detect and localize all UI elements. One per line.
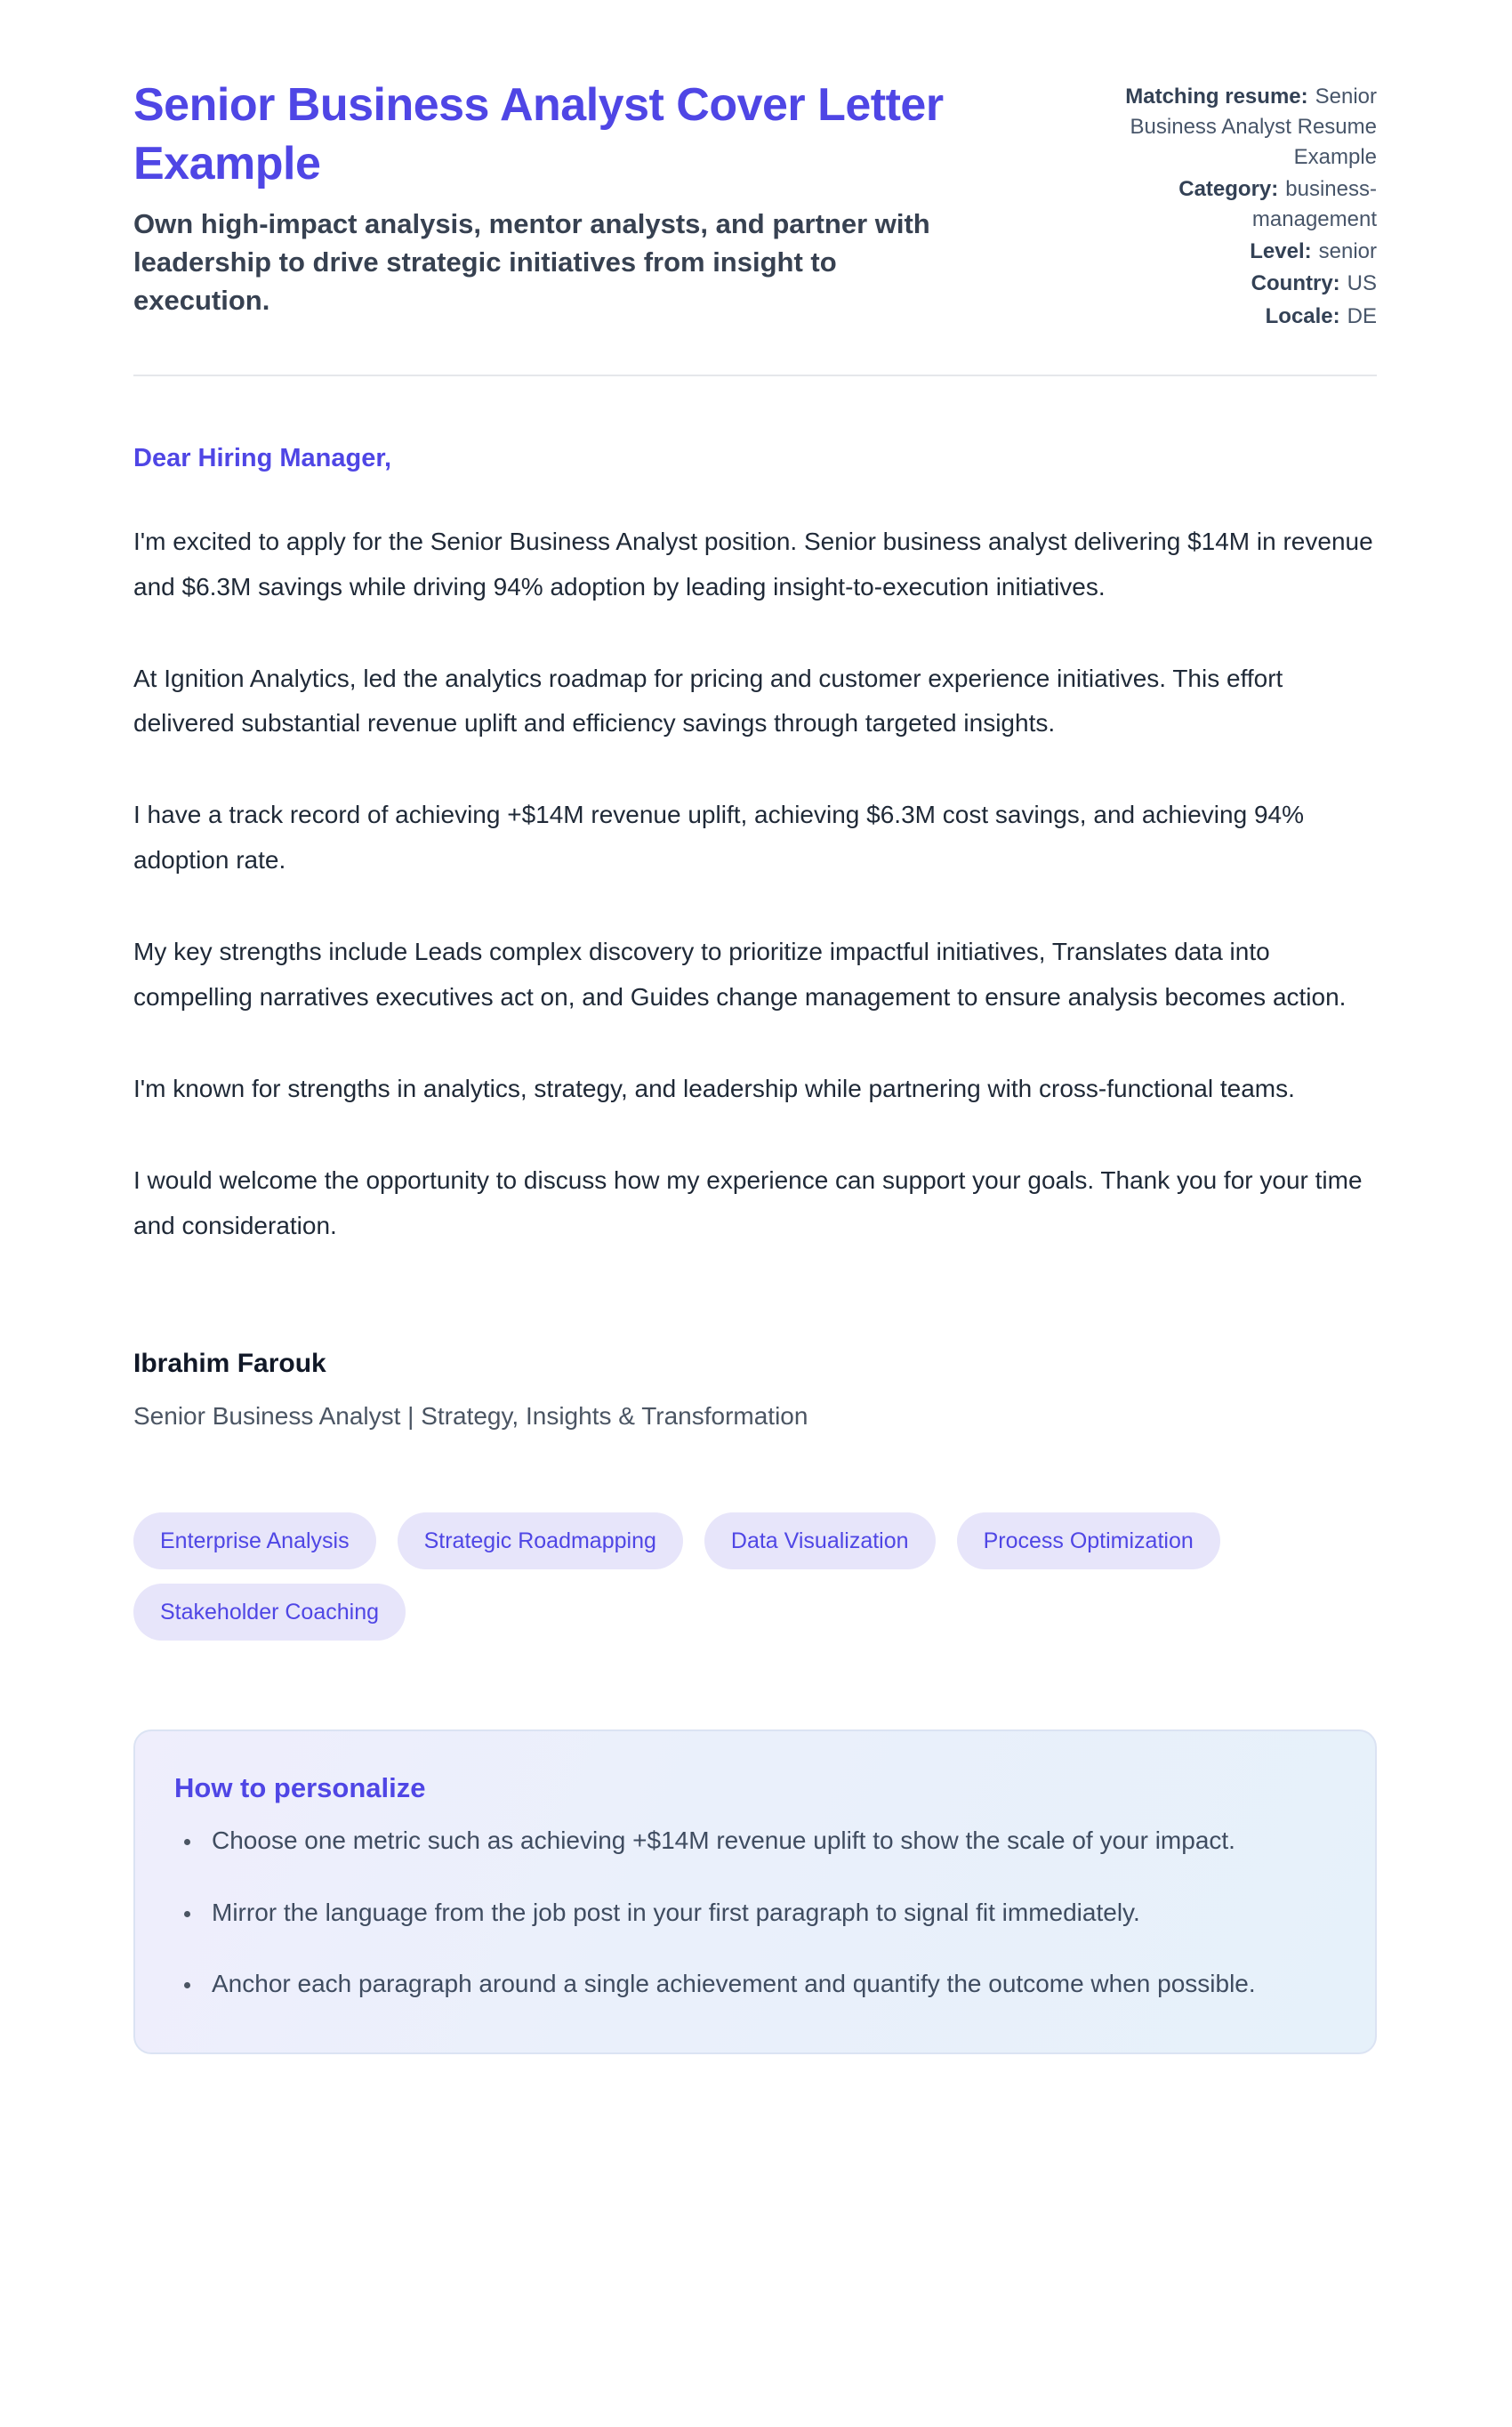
meta-row-level bbox=[1110, 237, 1377, 267]
meta-label: Level: bbox=[1250, 239, 1312, 264]
meta-value: senior bbox=[1318, 239, 1377, 264]
meta-row-country bbox=[1110, 269, 1377, 299]
letter-paragraph-2: At Ignition Analytics, led the analytics roadmap for pricing and customer experience initiatives. This effort delivered substantial revenue uplift and efficiency savings through targeted insights. bbox=[133, 664, 1283, 738]
salutation: Dear Hiring Manager, bbox=[133, 443, 392, 472]
resume-meta-panel bbox=[1110, 77, 1377, 334]
letter-paragraph-3: I have a track record of achieving +$14M revenue uplift, achieving $6.3M cost savings, and achieving 94% adoption rate. bbox=[133, 801, 1304, 875]
meta-value: Senior Business Analyst Resume Example bbox=[1130, 85, 1377, 170]
tips-list bbox=[174, 1818, 1331, 2006]
meta-label: Locale: bbox=[1265, 303, 1340, 328]
signature-title: Senior Business Analyst | Strategy, Insights & Transformation bbox=[133, 1402, 808, 1431]
skill-tags bbox=[133, 1512, 1377, 1641]
tip-item-2: • Mirror the language from the job post in your first paragraph to signal fit immediately. bbox=[203, 1891, 1331, 1935]
meta-value: DE bbox=[1347, 303, 1377, 328]
letter-body bbox=[133, 444, 1377, 1431]
meta-row-locale bbox=[1110, 302, 1377, 332]
meta-row-category bbox=[1110, 174, 1377, 235]
meta-label: Category: bbox=[1178, 177, 1279, 202]
skill-tag-enterprise-analysis: Enterprise Analysis bbox=[133, 1512, 376, 1569]
letter-paragraph-5: I'm known for strengths in analytics, strategy, and leadership while partnering with cross-functional teams. bbox=[133, 1075, 1295, 1103]
meta-label: Matching resume: bbox=[1125, 85, 1308, 109]
tip-item-1: • Choose one metric such as achieving +$14M revenue uplift to show the scale of your impact. bbox=[203, 1818, 1331, 1863]
letter-paragraph-1: I'm excited to apply for the Senior Business Analyst position. Senior business analyst delivering $14M in revenue and $6.3M savings while driving 94% adoption by leading insight-to-execution initiatives. bbox=[133, 527, 1373, 601]
skill-tag-data-visualization: Data Visualization bbox=[704, 1512, 936, 1569]
skill-tag-stakeholder-coaching: Stakeholder Coaching bbox=[133, 1584, 406, 1641]
page-title: Senior Business Analyst Cover Letter Example bbox=[133, 79, 944, 189]
header-title-block bbox=[133, 77, 1110, 319]
letter-paragraph-6: I would welcome the opportunity to discuss how my experience can support your goals. Thank you for your time and consideration. bbox=[133, 1166, 1363, 1240]
meta-value: US bbox=[1347, 271, 1377, 296]
page-header bbox=[133, 0, 1377, 334]
signature-name: Ibrahim Farouk bbox=[133, 1349, 326, 1379]
skill-tag-strategic-roadmapping: Strategic Roadmapping bbox=[398, 1512, 683, 1569]
meta-row-matching-resume bbox=[1110, 82, 1377, 173]
skill-tag-process-optimization: Process Optimization bbox=[957, 1512, 1220, 1569]
tip-item-3: • Anchor each paragraph around a single achievement and quantify the outcome when possible. bbox=[203, 1962, 1331, 2006]
tips-heading: How to personalize bbox=[174, 1772, 426, 1804]
letter-paragraph-4: My key strengths include Leads complex discovery to prioritize impactful initiatives, Translates data into compelling narratives executives act on, and Guides change management to ensure analysis becomes action. bbox=[133, 938, 1347, 1012]
header-divider bbox=[133, 375, 1377, 376]
meta-value: business-management bbox=[1251, 177, 1377, 232]
meta-label: Country: bbox=[1251, 271, 1340, 296]
personalization-tips-card bbox=[133, 1730, 1377, 2054]
page-subtitle: Own high-impact analysis, mentor analysts, and partner with leadership to drive strategic initiatives from insight to execution. bbox=[133, 208, 930, 316]
